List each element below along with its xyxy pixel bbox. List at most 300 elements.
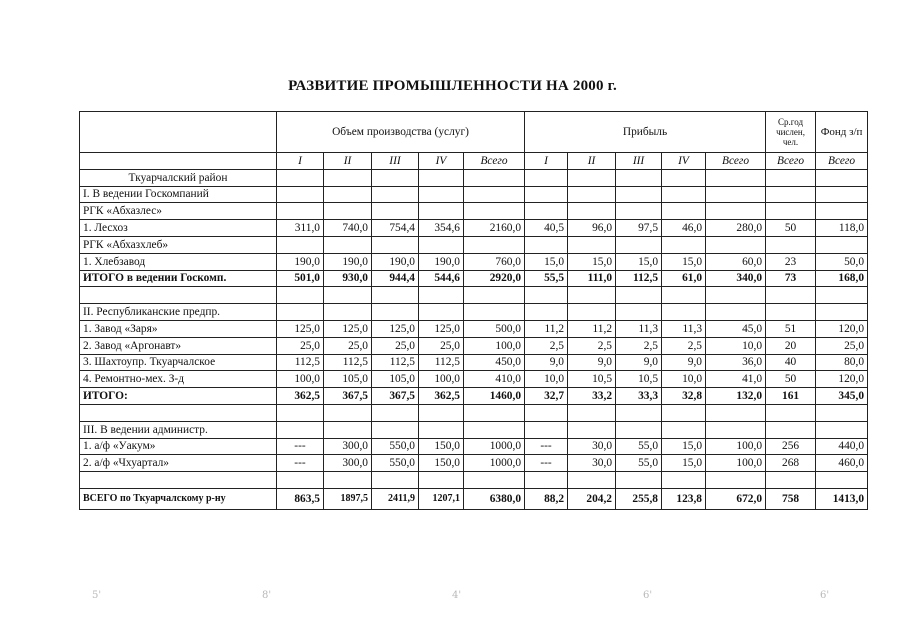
value-cell: 100,0 [419, 371, 464, 388]
value-cell: 1000,0 [464, 455, 525, 472]
value-cell [662, 421, 706, 438]
value-cell [372, 404, 419, 421]
value-cell: 550,0 [372, 438, 419, 455]
value-cell: 500,0 [464, 320, 525, 337]
value-cell [766, 203, 816, 220]
value-cell: 51 [766, 320, 816, 337]
value-cell [277, 304, 324, 321]
value-cell: 10,5 [568, 371, 616, 388]
value-cell [372, 186, 419, 203]
footer-mark: 6' [643, 590, 653, 601]
header-fund: Фонд з/п [816, 112, 868, 153]
value-cell [525, 186, 568, 203]
value-cell: 112,5 [324, 354, 372, 371]
value-cell: 41,0 [706, 371, 766, 388]
value-cell [464, 203, 525, 220]
value-cell [816, 203, 868, 220]
row-name-cell [80, 287, 277, 304]
row-name-cell [80, 472, 277, 489]
value-cell: 544,6 [419, 270, 464, 287]
value-cell: 111,0 [568, 270, 616, 287]
value-cell [525, 421, 568, 438]
value-cell: 20 [766, 337, 816, 354]
value-cell: 23 [766, 253, 816, 270]
value-cell: 11,3 [662, 320, 706, 337]
value-cell: 100,0 [277, 371, 324, 388]
value-cell [616, 203, 662, 220]
table-row [80, 304, 868, 321]
table-row [80, 455, 868, 472]
value-cell [525, 236, 568, 253]
value-cell [816, 287, 868, 304]
value-cell [324, 472, 372, 489]
value-cell: 150,0 [419, 455, 464, 472]
row-name-cell: РГК «Абхазхлеб» [80, 236, 277, 253]
value-cell [464, 236, 525, 253]
value-cell [706, 472, 766, 489]
value-cell [662, 472, 706, 489]
value-cell: 10,5 [616, 371, 662, 388]
row-name-cell: 4. Ремонтно-мех. З-д [80, 371, 277, 388]
subcol-profit-4: IV [662, 153, 706, 170]
value-cell: 46,0 [662, 220, 706, 237]
value-cell: 362,5 [277, 388, 324, 405]
value-cell [816, 404, 868, 421]
value-cell [525, 472, 568, 489]
subcol-vol-total: Всего [464, 153, 525, 170]
value-cell [277, 186, 324, 203]
value-cell: 132,0 [706, 388, 766, 405]
value-cell [324, 169, 372, 186]
value-cell: 50,0 [816, 253, 868, 270]
value-cell [277, 169, 324, 186]
value-cell [766, 404, 816, 421]
value-cell [568, 169, 616, 186]
value-cell: 15,0 [662, 455, 706, 472]
value-cell [766, 186, 816, 203]
value-cell [816, 421, 868, 438]
table-row [80, 270, 868, 287]
value-cell [525, 304, 568, 321]
value-cell: 88,2 [525, 488, 568, 509]
value-cell: 2,5 [616, 337, 662, 354]
value-cell [372, 421, 419, 438]
value-cell [419, 304, 464, 321]
value-cell [816, 169, 868, 186]
value-cell [616, 421, 662, 438]
value-cell [616, 304, 662, 321]
value-cell [766, 287, 816, 304]
value-cell: 367,5 [324, 388, 372, 405]
footer-mark: 5' [92, 590, 102, 601]
value-cell [816, 472, 868, 489]
value-cell: 11,2 [568, 320, 616, 337]
value-cell: 2920,0 [464, 270, 525, 287]
value-cell: 30,0 [568, 455, 616, 472]
value-cell: 11,2 [525, 320, 568, 337]
value-cell [816, 236, 868, 253]
value-cell [706, 404, 766, 421]
value-cell: 15,0 [568, 253, 616, 270]
value-cell: 760,0 [464, 253, 525, 270]
value-cell: 32,7 [525, 388, 568, 405]
value-cell: 2160,0 [464, 220, 525, 237]
value-cell [419, 404, 464, 421]
value-cell: 204,2 [568, 488, 616, 509]
value-cell [464, 169, 525, 186]
value-cell [419, 287, 464, 304]
value-cell [816, 304, 868, 321]
row-name-cell: I. В ведении Госкомпаний [80, 186, 277, 203]
value-cell [372, 472, 419, 489]
value-cell [706, 236, 766, 253]
value-cell: 1207,1 [419, 488, 464, 509]
row-name-cell: 1. а/ф «Уакум» [80, 438, 277, 455]
value-cell: 190,0 [372, 253, 419, 270]
row-name-cell: II. Республиканские предпр. [80, 304, 277, 321]
value-cell: 125,0 [324, 320, 372, 337]
value-cell: 190,0 [324, 253, 372, 270]
value-cell: 944,4 [372, 270, 419, 287]
value-cell: 300,0 [324, 438, 372, 455]
table-row [80, 337, 868, 354]
value-cell: 9,0 [568, 354, 616, 371]
value-cell: 96,0 [568, 220, 616, 237]
value-cell: 120,0 [816, 371, 868, 388]
value-cell: 112,5 [419, 354, 464, 371]
value-cell [277, 203, 324, 220]
value-cell [277, 404, 324, 421]
value-cell: 15,0 [525, 253, 568, 270]
value-cell: 1413,0 [816, 488, 868, 509]
industry-table [79, 111, 868, 510]
value-cell: 100,0 [706, 438, 766, 455]
table-row [80, 203, 868, 220]
subcol-profit-1: I [525, 153, 568, 170]
table-row [80, 371, 868, 388]
value-cell [464, 287, 525, 304]
value-cell: 30,0 [568, 438, 616, 455]
value-cell: 300,0 [324, 455, 372, 472]
value-cell: 161 [766, 388, 816, 405]
value-cell: 1000,0 [464, 438, 525, 455]
value-cell: 32,8 [662, 388, 706, 405]
value-cell [706, 304, 766, 321]
footer-mark: 6' [820, 590, 830, 601]
value-cell [568, 203, 616, 220]
value-cell: 190,0 [277, 253, 324, 270]
subcol-fund-total: Всего [816, 153, 868, 170]
table-row [80, 488, 868, 509]
table-row [80, 186, 868, 203]
value-cell [662, 304, 706, 321]
value-cell [616, 404, 662, 421]
value-cell: 80,0 [816, 354, 868, 371]
table-row [80, 169, 868, 186]
value-cell: 9,0 [525, 354, 568, 371]
value-cell [525, 287, 568, 304]
value-cell: --- [525, 455, 568, 472]
footer-mark: 8' [262, 590, 272, 601]
value-cell [525, 404, 568, 421]
value-cell: 55,0 [616, 438, 662, 455]
value-cell [568, 421, 616, 438]
value-cell [766, 236, 816, 253]
value-cell [568, 472, 616, 489]
value-cell: 754,4 [372, 220, 419, 237]
value-cell [464, 404, 525, 421]
table-row [80, 354, 868, 371]
subcol-profit-2: II [568, 153, 616, 170]
value-cell: 25,0 [372, 337, 419, 354]
value-cell: 362,5 [419, 388, 464, 405]
header-avg-staff: Ср.год числен, чел. [766, 112, 816, 153]
value-cell [662, 186, 706, 203]
value-cell [616, 236, 662, 253]
value-cell [464, 421, 525, 438]
value-cell [324, 404, 372, 421]
value-cell: 33,2 [568, 388, 616, 405]
table-row [80, 220, 868, 237]
subcol-vol-4: IV [419, 153, 464, 170]
value-cell: 33,3 [616, 388, 662, 405]
value-cell: 40 [766, 354, 816, 371]
page-title: РАЗВИТИЕ ПРОМЫШЛЕННОСТИ НА 2000 г. [288, 78, 617, 94]
value-cell [372, 304, 419, 321]
value-cell: 10,0 [706, 337, 766, 354]
value-cell [706, 169, 766, 186]
value-cell: 2411,9 [372, 488, 419, 509]
value-cell: 740,0 [324, 220, 372, 237]
header-blank-cell [80, 112, 277, 153]
table-row [80, 388, 868, 405]
value-cell: 10,0 [525, 371, 568, 388]
row-name-cell: ИТОГО в ведении Госкомп. [80, 270, 277, 287]
value-cell: 36,0 [706, 354, 766, 371]
table-row [80, 320, 868, 337]
value-cell [277, 472, 324, 489]
value-cell: 930,0 [324, 270, 372, 287]
value-cell: 60,0 [706, 253, 766, 270]
value-cell [816, 186, 868, 203]
value-cell [277, 287, 324, 304]
subcol-vol-1: I [277, 153, 324, 170]
value-cell [372, 287, 419, 304]
value-cell: 120,0 [816, 320, 868, 337]
value-cell: 280,0 [706, 220, 766, 237]
value-cell: 55,5 [525, 270, 568, 287]
value-cell [464, 304, 525, 321]
value-cell: 311,0 [277, 220, 324, 237]
value-cell [706, 421, 766, 438]
value-cell: 50 [766, 371, 816, 388]
value-cell: 450,0 [464, 354, 525, 371]
value-cell [706, 203, 766, 220]
value-cell: 1460,0 [464, 388, 525, 405]
value-cell [766, 304, 816, 321]
value-cell [372, 169, 419, 186]
value-cell [324, 287, 372, 304]
value-cell: --- [525, 438, 568, 455]
value-cell [277, 421, 324, 438]
row-name-cell: РГК «Абхазлес» [80, 203, 277, 220]
value-cell: 6380,0 [464, 488, 525, 509]
value-cell: 100,0 [464, 337, 525, 354]
value-cell: 45,0 [706, 320, 766, 337]
value-cell [464, 186, 525, 203]
row-name-cell: 1. Хлебзавод [80, 253, 277, 270]
value-cell [324, 304, 372, 321]
value-cell: 15,0 [616, 253, 662, 270]
value-cell [568, 236, 616, 253]
table-row [80, 236, 868, 253]
value-cell: 672,0 [706, 488, 766, 509]
value-cell: 112,5 [277, 354, 324, 371]
value-cell: 15,0 [662, 438, 706, 455]
value-cell: 168,0 [816, 270, 868, 287]
value-cell [662, 287, 706, 304]
value-cell: 11,3 [616, 320, 662, 337]
value-cell: 40,5 [525, 220, 568, 237]
value-cell: 345,0 [816, 388, 868, 405]
value-cell: 25,0 [277, 337, 324, 354]
value-cell: 255,8 [616, 488, 662, 509]
value-cell: 501,0 [277, 270, 324, 287]
value-cell: 340,0 [706, 270, 766, 287]
value-cell: 105,0 [324, 371, 372, 388]
value-cell: 123,8 [662, 488, 706, 509]
value-cell: 112,5 [372, 354, 419, 371]
value-cell: 112,5 [616, 270, 662, 287]
table-row [80, 438, 868, 455]
row-name-cell: ВСЕГО по Ткуарчалскому р-ну [80, 488, 277, 509]
value-cell [372, 236, 419, 253]
value-cell [372, 203, 419, 220]
value-cell [706, 186, 766, 203]
value-cell [662, 404, 706, 421]
value-cell: 150,0 [419, 438, 464, 455]
value-cell [766, 421, 816, 438]
value-cell [419, 421, 464, 438]
value-cell [324, 421, 372, 438]
header-profit: Прибыль [525, 112, 766, 153]
row-name-cell: ИТОГО: [80, 388, 277, 405]
value-cell: --- [277, 438, 324, 455]
value-cell: 256 [766, 438, 816, 455]
subcol-profit-total: Всего [706, 153, 766, 170]
subcol-staff-total: Всего [766, 153, 816, 170]
value-cell [324, 186, 372, 203]
value-cell: 2,5 [662, 337, 706, 354]
value-cell [568, 304, 616, 321]
value-cell: 550,0 [372, 455, 419, 472]
value-cell: 2,5 [568, 337, 616, 354]
subcol-vol-2: II [324, 153, 372, 170]
value-cell: 10,0 [662, 371, 706, 388]
value-cell [568, 404, 616, 421]
value-cell [324, 236, 372, 253]
value-cell [464, 472, 525, 489]
value-cell [568, 287, 616, 304]
value-cell [766, 169, 816, 186]
value-cell [662, 236, 706, 253]
value-cell: 460,0 [816, 455, 868, 472]
value-cell: 9,0 [616, 354, 662, 371]
value-cell: 105,0 [372, 371, 419, 388]
value-cell [419, 236, 464, 253]
value-cell [616, 169, 662, 186]
value-cell [419, 472, 464, 489]
value-cell: 354,6 [419, 220, 464, 237]
value-cell [277, 236, 324, 253]
value-cell: 1897,5 [324, 488, 372, 509]
table-row [80, 404, 868, 421]
value-cell: 268 [766, 455, 816, 472]
row-name-cell [80, 404, 277, 421]
header-volume: Объем производства (услуг) [277, 112, 525, 153]
value-cell [616, 186, 662, 203]
header-row-subcols [80, 153, 868, 170]
value-cell [324, 203, 372, 220]
value-cell: 125,0 [277, 320, 324, 337]
value-cell: 758 [766, 488, 816, 509]
value-cell: 25,0 [324, 337, 372, 354]
value-cell: 97,5 [616, 220, 662, 237]
value-cell: 15,0 [662, 253, 706, 270]
value-cell [706, 287, 766, 304]
subheader-blank-cell [80, 153, 277, 170]
value-cell: 190,0 [419, 253, 464, 270]
subcol-vol-3: III [372, 153, 419, 170]
value-cell: 9,0 [662, 354, 706, 371]
value-cell: 410,0 [464, 371, 525, 388]
subcol-profit-3: III [616, 153, 662, 170]
value-cell: 125,0 [419, 320, 464, 337]
row-name-cell: III. В ведении администр. [80, 421, 277, 438]
value-cell [766, 472, 816, 489]
value-cell [568, 186, 616, 203]
value-cell [419, 186, 464, 203]
row-name-cell: 1. Лесхоз [80, 220, 277, 237]
footer-mark: 4' [452, 590, 462, 601]
row-name-cell: 2. а/ф «Чхуартал» [80, 455, 277, 472]
row-name-cell: Ткуарчалский район [80, 169, 277, 186]
value-cell: 100,0 [706, 455, 766, 472]
value-cell: 73 [766, 270, 816, 287]
table-row [80, 421, 868, 438]
value-cell: 367,5 [372, 388, 419, 405]
value-cell: 61,0 [662, 270, 706, 287]
table-row [80, 253, 868, 270]
table-row [80, 287, 868, 304]
value-cell [525, 169, 568, 186]
value-cell: 125,0 [372, 320, 419, 337]
value-cell [419, 203, 464, 220]
value-cell [419, 169, 464, 186]
row-name-cell: 2. Завод «Аргонавт» [80, 337, 277, 354]
value-cell [616, 287, 662, 304]
value-cell: 863,5 [277, 488, 324, 509]
value-cell: 25,0 [419, 337, 464, 354]
row-name-cell: 1. Завод «Заря» [80, 320, 277, 337]
value-cell: --- [277, 455, 324, 472]
value-cell [616, 472, 662, 489]
value-cell: 2,5 [525, 337, 568, 354]
value-cell [525, 203, 568, 220]
value-cell: 55,0 [616, 455, 662, 472]
value-cell [662, 169, 706, 186]
value-cell [662, 203, 706, 220]
